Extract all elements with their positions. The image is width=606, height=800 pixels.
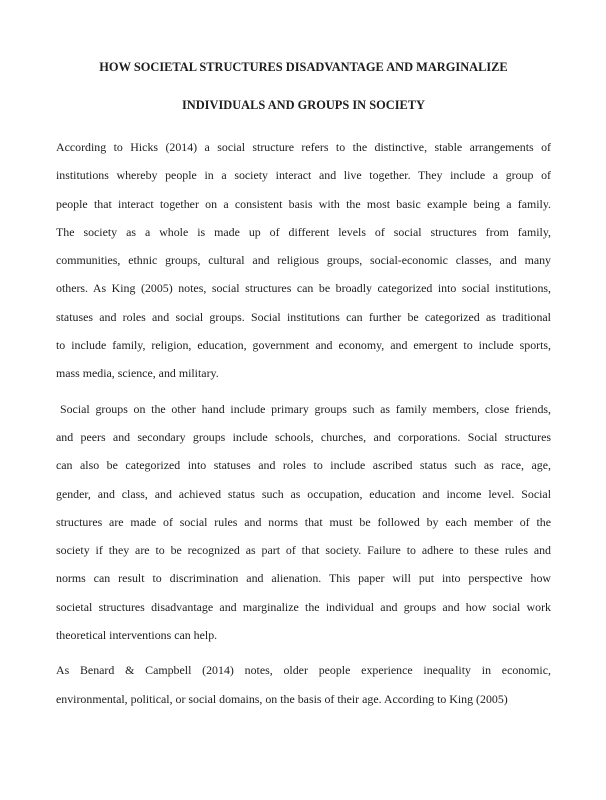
text-line: theoretical interventions can help. [56, 628, 218, 643]
text-line: people that interact together on a consistent basis with the most basic example being a family. [56, 196, 551, 211]
text-line: The society as a whole is made up of different levels of social structures from family, [56, 224, 551, 239]
title-line: INDIVIDUALS AND GROUPS IN SOCIETY [181, 98, 426, 112]
text-line: institutions whereby people in a society interact and live together. They include a group of [56, 168, 551, 183]
paragraph [56, 656, 551, 713]
text-line: to include family, religion, education, government and economy, and emergent to include sports, [56, 338, 551, 353]
document-title [56, 48, 551, 124]
text-line: mass media, science, and military. [56, 366, 219, 381]
text-line: gender, and class, and achieved status such as occupation, education and income level. Social [56, 486, 551, 501]
text-line: statuses and roles and social groups. Social institutions can further be categorized as traditional [56, 309, 551, 324]
document-body [56, 133, 551, 713]
text-line: society if they are to be recognized as part of that society. Failure to adhere to these rules and [56, 543, 551, 558]
text-line: Social groups on the other hand include primary groups such as family members, close friends, [60, 401, 551, 416]
text-line: communities, ethnic groups, cultural and religious groups, social-economic classes, and many [56, 253, 551, 268]
text-line: and peers and secondary groups include schools, churches, and corporations. Social structures [56, 429, 551, 444]
text-line: norms can result to discrimination and alienation. This paper will put into perspective how [56, 571, 551, 586]
text-line: can also be categorized into statuses and roles to include ascribed status such as race, age, [56, 458, 551, 473]
paragraph [56, 133, 551, 388]
text-line: As Benard & Campbell (2014) notes, older people experience inequality in economic, [56, 663, 551, 678]
text-line: According to Hicks (2014) a social structure refers to the distinctive, stable arrangements of [56, 140, 551, 154]
text-line: structures are made of social rules and norms that must be followed by each member of the [56, 514, 551, 529]
title-line: HOW SOCIETAL STRUCTURES DISADVANTAGE AND MARGINALIZE [99, 60, 508, 74]
text-line: societal structures disadvantage and marginalize the individual and groups and how social work [56, 599, 551, 614]
text-line: environmental, political, or social domains, on the basis of their age. According to King (2005) [56, 691, 508, 706]
text-line: others. As King (2005) notes, social structures can be broadly categorized into social institutions, [56, 281, 551, 296]
document-content [56, 48, 551, 720]
paragraph [56, 395, 551, 650]
